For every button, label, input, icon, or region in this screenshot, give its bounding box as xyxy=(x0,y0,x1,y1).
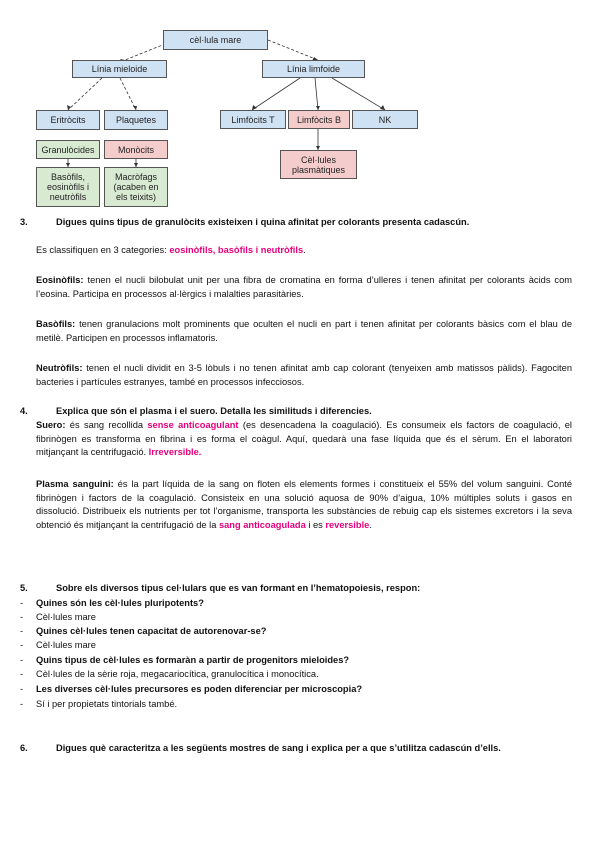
node-lymphoid-label: Línia limfoide xyxy=(286,64,341,74)
q3-intro-end: . xyxy=(303,245,306,255)
q3-neutrophils xyxy=(36,362,572,389)
question-4-number: 4. xyxy=(20,406,28,416)
list-dash: - xyxy=(20,699,24,709)
q3-intro-text: Es classifiquen en 3 categories: xyxy=(36,245,170,255)
node-erythrocytes xyxy=(36,110,100,130)
q4-plasma-a: és la part líquida de la sang on floten els elements formes i constitueix el 55% del volum sanguini. Conté fibrinògen i factors de la coagulació. Consisteix en una solució aquosa de 90% d’aigua, 10% múltiples soluts i gasos en dissolució. Distribueix els nutrients per tot l’organisme, transporta les substàncies de rebuig cap els sistemes excretors i la seva obtenció és mitjançant la centrifugació de la xyxy=(36,479,572,530)
node-lymphoid xyxy=(262,60,365,78)
q4-plasma-b: i es xyxy=(305,519,326,530)
list-item-text: Cèl·lules mare xyxy=(36,640,96,650)
list-dash: - xyxy=(20,669,24,679)
list-item-text: Sí i per propietats tintorials també. xyxy=(36,699,178,709)
node-monocytes xyxy=(104,140,168,159)
node-erythrocytes-label: Eritròcits xyxy=(50,115,86,125)
node-platelets-label: Plaquetes xyxy=(115,115,157,125)
q4-plasma-highlight-2: reversible xyxy=(325,519,370,530)
node-platelets xyxy=(104,110,168,130)
question-5-title: Sobre els diversos tipus cel·lulars que es van formant en l’hematopoiesis, respon: xyxy=(56,583,421,593)
q4-plasma-end: . xyxy=(369,519,372,530)
list-item-text: Les diverses cèl·lules precursores es poden diferenciar per microscopia? xyxy=(36,684,363,694)
node-granulocytes-label: Granulòcides xyxy=(41,144,95,155)
question-5-number: 5. xyxy=(20,583,28,593)
list-dash: - xyxy=(20,655,24,665)
q3-baso-label: Basòfils: xyxy=(36,319,76,329)
list-dash: - xyxy=(20,640,24,650)
node-stem-cell-label: cèl·lula mare xyxy=(189,35,242,45)
list-dash: - xyxy=(20,626,24,636)
q3-basophils xyxy=(36,318,572,345)
node-stem-cell xyxy=(163,30,268,50)
node-basophils-label: Basòfils, eosinòfils i neutròfils xyxy=(46,172,90,202)
node-basophils xyxy=(36,167,100,207)
node-monocytes-label: Monòcits xyxy=(117,144,154,155)
q4-suero-highlight-2: Irreversible. xyxy=(148,447,202,457)
q4-suero-b: (es desencadena la coagulació). Es consumeix els factors de coagulació, el fibrinògen es transforma en fibrina i es forma el coàgul. Aquí, quedarà una fase líquida que és el sèrum. En el laboratori mitjançant la centrifugació. xyxy=(36,420,572,457)
q3-neu-label: Neutròfils: xyxy=(36,363,83,373)
list-item-text: Quines són les cèl·lules pluripotents? xyxy=(36,598,204,608)
question-4-title: Explica que són el plasma i el suero. Detalla les similituds i diferencies. xyxy=(56,406,372,416)
q3-eos-text: tenen el nucli bilobulat unit per una fibra de cromatina en forma d’ulleres i tenen afinitat per colorants àcids com l’eosina. Participa en processos al·lèrgics i malalties parasitàries. xyxy=(36,275,572,299)
list-item-text: Quines cèl·lules tenen capacitat de autorenovar-se? xyxy=(36,626,267,636)
node-nk-label: NK xyxy=(378,114,392,125)
q4-suero xyxy=(36,419,572,460)
node-macrophages-label: Macròfags (acaben en els teixits) xyxy=(113,172,159,202)
question-3-number: 3. xyxy=(20,217,28,227)
node-lymph-b xyxy=(288,110,350,129)
q3-eos-label: Eosinòfils: xyxy=(36,275,84,285)
question-6-number: 6. xyxy=(20,743,28,753)
q4-plasma-label: Plasma sanguini: xyxy=(36,479,114,489)
node-macrophages xyxy=(104,167,168,207)
q3-intro xyxy=(36,244,572,258)
q3-neu-text: tenen el nucli dividit en 3-5 lòbuls i no tenen afinitat amb cap colorant (tenyeixen amb matissos pàlids). Fagociten bacteries i partícules estranyes, també en processos infecciosos. xyxy=(36,363,572,387)
node-plasma-cells-label: Cèl·lules plasmàtiques xyxy=(291,154,346,175)
list-item-text: Cèl·lules de la sèrie roja, megacariocítica, granulocítica i monocítica. xyxy=(36,669,319,679)
node-lymph-t xyxy=(220,110,286,129)
list-dash: - xyxy=(20,612,24,622)
node-nk xyxy=(352,110,418,129)
q4-suero-label: Suero: xyxy=(36,420,66,430)
list-dash: - xyxy=(20,598,24,608)
q4-plasma-highlight-1: sang anticoagulada xyxy=(218,519,306,530)
node-granulocytes xyxy=(36,140,100,159)
node-myeloid-label: Línia mieloide xyxy=(91,64,148,74)
q3-intro-highlight: eosinòfils, basòfils i neutròfils xyxy=(169,245,304,255)
node-lymph-t-label: Limfòcits T xyxy=(231,114,275,125)
node-myeloid xyxy=(72,60,167,78)
q4-suero-a: és sang recollida xyxy=(65,420,148,430)
q3-eosinophils xyxy=(36,274,572,301)
node-lymph-b-label: Limfòcits B xyxy=(296,114,341,125)
list-item-text: Cèl·lules mare xyxy=(36,612,96,622)
q4-suero-highlight-1: sense anticoagulant xyxy=(147,420,239,430)
node-plasma-cells xyxy=(280,150,357,179)
question-6-title: Digues què caracteritza a les següents mostres de sang i explica per a que s’utilitza cadascún d’ells. xyxy=(56,743,501,753)
question-3-title: Digues quins tipus de granulòcits existeixen i quina afinitat per colorants presenta cadascún. xyxy=(56,217,470,227)
list-dash: - xyxy=(20,684,24,694)
q3-baso-text: tenen granulacions molt prominents que oculten el nucli en part i tenen afinitat per colorants bàsics com el blau de metilè. Participen en processos inflamatoris. xyxy=(36,319,572,343)
list-item-text: Quins tipus de cèl·lules es formaràn a partir de progenitors mieloides? xyxy=(36,655,350,665)
q4-plasma xyxy=(36,478,572,532)
